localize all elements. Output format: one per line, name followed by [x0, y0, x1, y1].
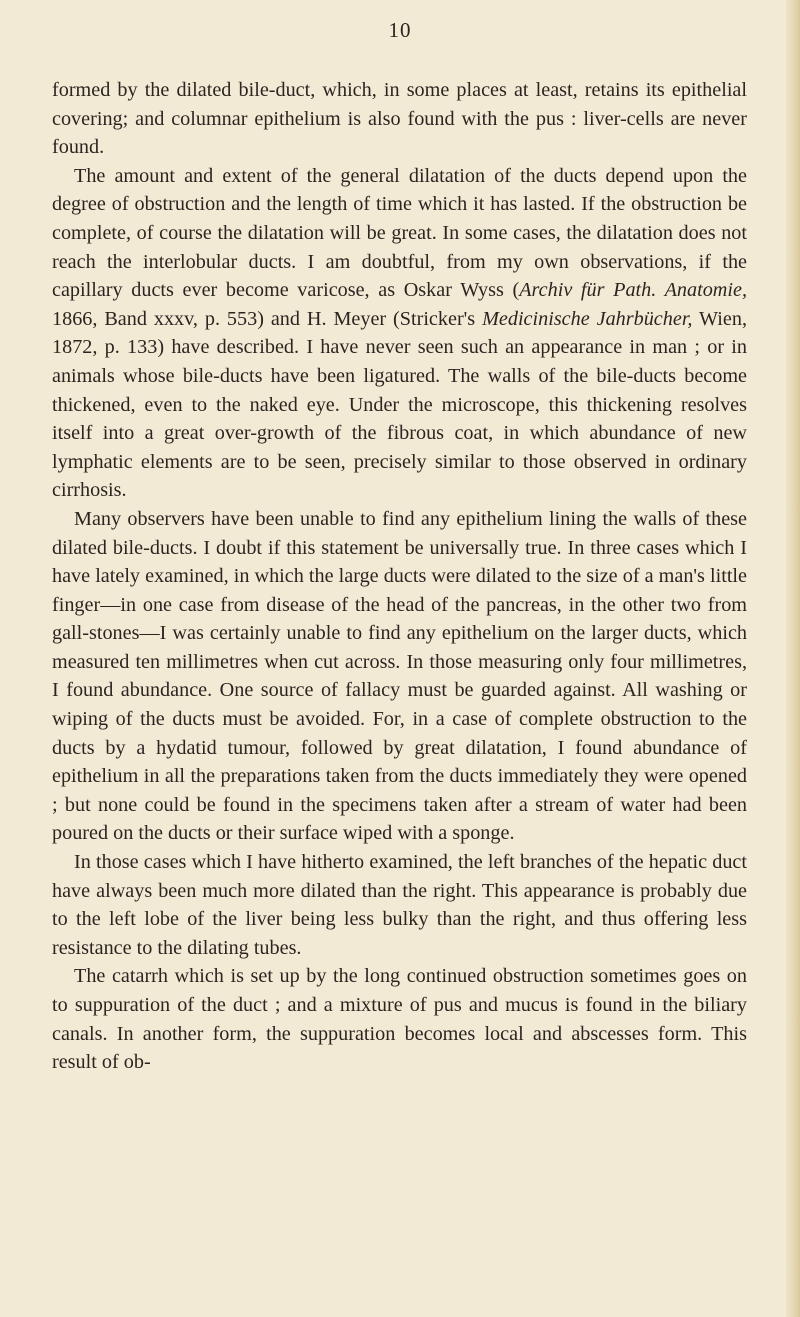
text-run: formed by the dilated bile-duct, which, in some places at least, retains its epithelial covering; and columnar epithelium is also found with the pus : liver-cells are never found.: [52, 79, 747, 159]
paragraph-p1: [52, 76, 747, 162]
italic-citation: Archiv für Path. Anatomie,: [519, 279, 747, 302]
paragraph-p3: [52, 505, 747, 848]
paragraph-p5: [52, 962, 747, 1076]
text-run: 1866, Band xxxv, p. 553) and H. Meyer (Stricker's: [52, 307, 483, 330]
text-run: The amount and extent of the general dilatation of the ducts depend upon the degree of obstruction and the length of time which it has lasted. If the obstruction be complete, of course the dilatation will be great. In some cases, the dilatation does not reach the interlobular ducts. I am doubtful, from my own observations, if the capillary ducts ever become varicose, as Oskar Wyss (: [52, 164, 747, 302]
italic-citation: Medicinische Jahrbücher,: [482, 307, 693, 330]
paragraph-p4: [52, 848, 747, 962]
page-edge-shadow: [786, 0, 800, 1317]
text-run: The catarrh which is set up by the long continued obstruction sometimes goes on to suppuration of the duct ; and a mixture of pus and mucus is found in the biliary canals. In another form, the suppuration becomes local and abscesses form. This result of ob-: [52, 965, 747, 1074]
text-run: Many observers have been unable to find any epithelium lining the walls of these dilated bile-ducts. I doubt if this statement be universally true. In three cases which I have lately examined, in which the large ducts were dilated to the size of a man's little finger—in one case from disease of the head of the pancreas, in the other two from gall-stones—I was certainly unable to find any epithelium on the larger ducts, which measured ten millimetres when cut across. In those measuring only four millimetres, I found abundance. One source of fallacy must be guarded against. All washing or wiping of the ducts must be avoided. For, in a case of complete obstruction to the ducts by a hydatid tumour, followed by great dilatation, I found abundance of epithelium in all the preparations taken from the ducts immediately they were opened ; but none could be found in the specimens taken after a stream of water had been poured on the ducts or their surface wiped with a sponge.: [52, 507, 747, 845]
body-text: [52, 76, 747, 1077]
text-run: In those cases which I have hitherto examined, the left branches of the hepatic duct have always been much more dilated than the right. This appearance is probably due to the left lobe of the liver being less bulky than the right, and thus offering less resistance to the dilating tubes.: [52, 851, 747, 959]
text-run: Wien, 1872, p. 133) have described. I have never seen such an appearance in man ; or in animals whose bile-ducts have been ligatured. The walls of the bile-ducts become thickened, even to the naked eye. Under the microscope, this thickening resolves itself into a great over-growth of the fibrous coat, in which abundance of new lymphatic elements are to be seen, precisely similar to those observed in ordinary cirrhosis.: [52, 307, 747, 502]
paragraph-p2: [52, 162, 747, 505]
page-number: 10: [388, 18, 412, 42]
